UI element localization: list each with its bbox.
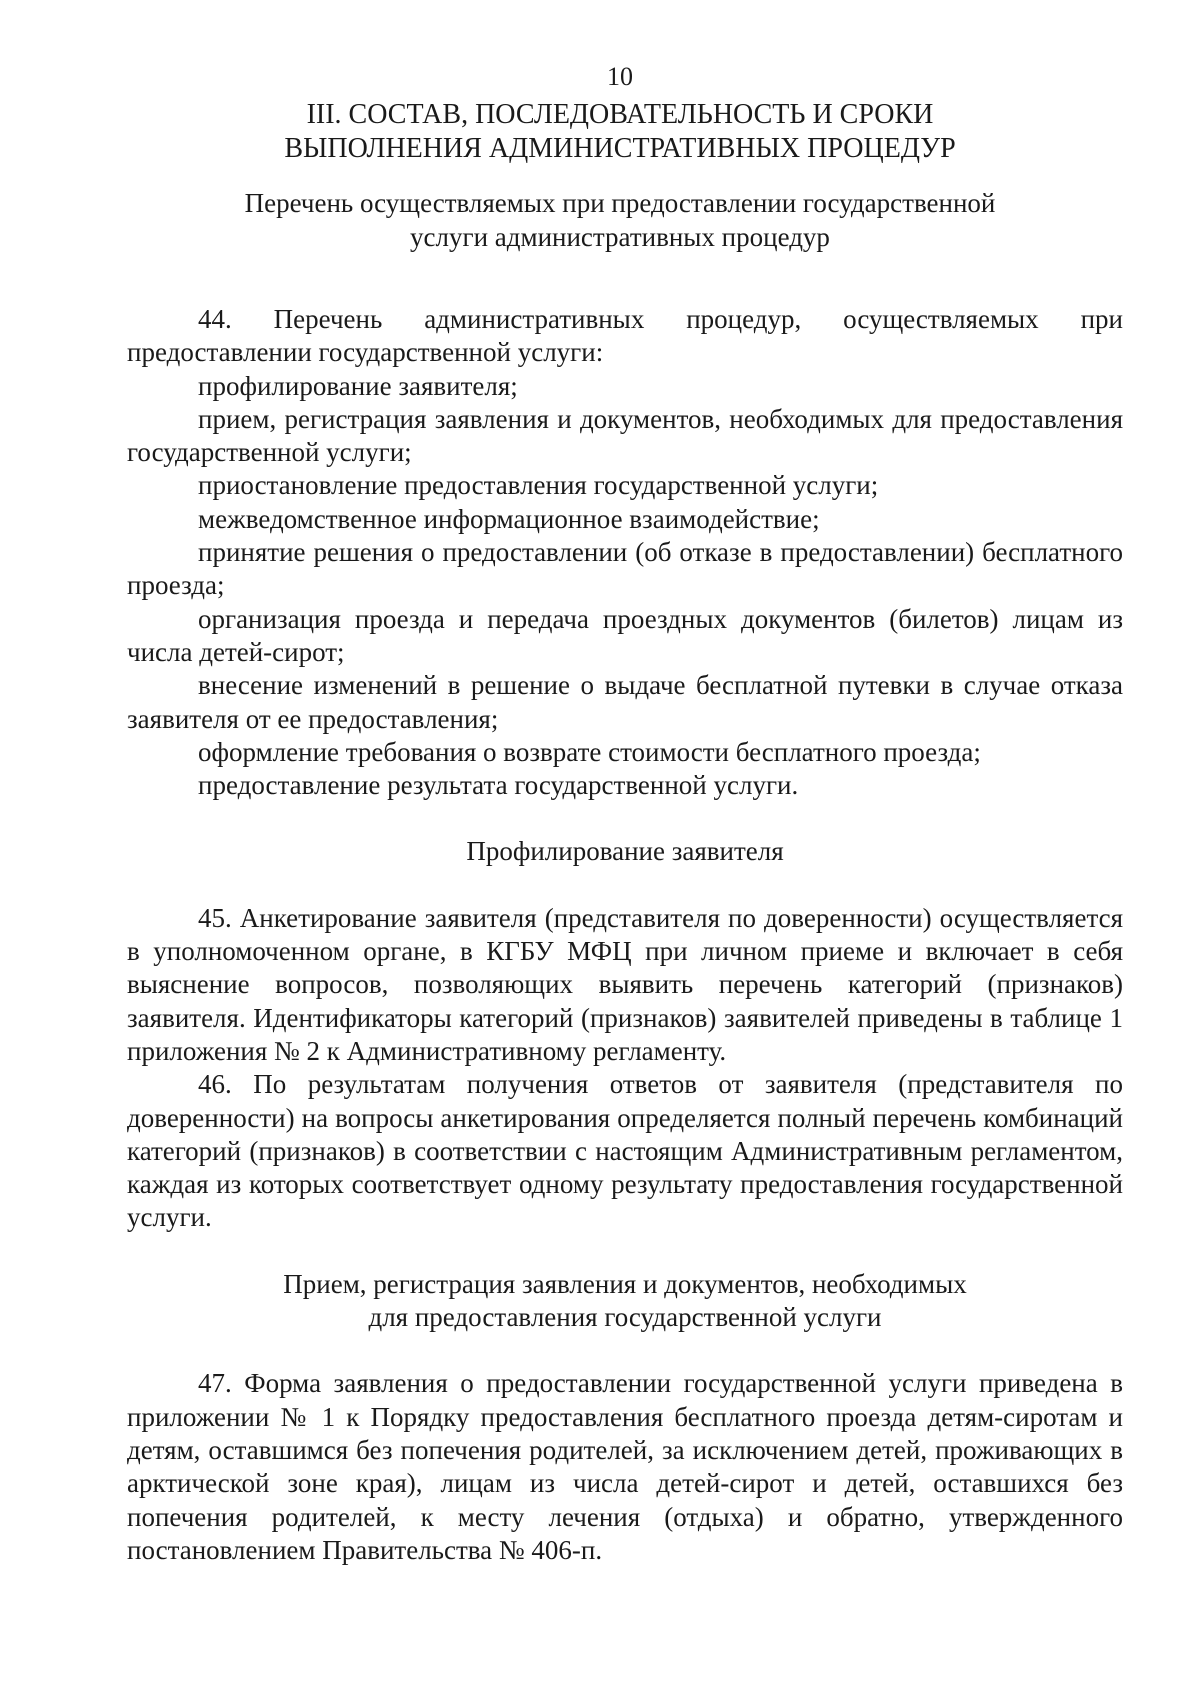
section-title-line-1: III. СОСТАВ, ПОСЛЕДОВАТЕЛЬНОСТЬ И СРОКИ (306, 99, 934, 130)
list-item: приостановление предоставления государственной услуги; (198, 470, 879, 501)
subheading-profiling: Профилирование заявителя (466, 836, 784, 867)
list-item: оформление требования о возврате стоимости бесплатного проезда; (198, 736, 981, 767)
list-item: профилирование заявителя; (198, 370, 518, 401)
paragraph-44: 44. Перечень административных процедур, осуществляемых при предоставлении государственной услуги: (127, 304, 1123, 368)
subheading-procedures-list-line-2: услуги административных процедур (410, 222, 830, 252)
list-item: внесение изменений в решение о выдаче бесплатной путевки в случае отказа заявителя от ее предоставления; (127, 670, 1123, 734)
list-item: прием, регистрация заявления и документов, необходимых для предоставления государственной услуги; (127, 403, 1123, 468)
document-body (127, 303, 1123, 1567)
list-item: организация проезда и передача проездных документов (билетов) лицам из числа детей-сирот; (127, 603, 1123, 667)
paragraph-46: 46. По результатам получения ответов от заявителя (представителя по доверенности) на вопросы анкетирования определяется полный перечень комбинаций категорий (признаков) в соответствии с настоящим Административным регламентом, каждая из которых соответствует одному результату предоставления государственной услуги. (127, 1069, 1123, 1233)
page-number: 10 (607, 62, 633, 91)
paragraph-47: 47. Форма заявления о предоставлении государственной услуги приведена в приложении № 1 к Порядку предоставления бесплатного проезда детям-сиротам и детям, оставшимся без попечения родителей, за исключением детей, проживающих в арктической зоне края), лицам из числа детей-сирот и детей, оставшихся без попечения родителей, к месту лечения (отдыха) и обратно, утвержденного постановлением Правительства № 406-п. (127, 1368, 1123, 1565)
list-item: межведомственное информационное взаимодействие; (198, 503, 820, 534)
list-item: принятие решения о предоставлении (об отказе в предоставлении) бесплатного проезда; (127, 537, 1123, 601)
section-title-line-2: ВЫПОЛНЕНИЯ АДМИНИСТРАТИВНЫХ ПРОЦЕДУР (284, 133, 956, 164)
paragraph-45: 45. Анкетирование заявителя (представителя по доверенности) осуществляется в уполномоченном органе, в КГБУ МФЦ при личном приеме и включает в себя выяснение вопросов, позволяющих выявить перечень категорий (признаков) заявителя. Идентификаторы категорий (признаков) заявителей приведены в таблице 1 приложения № 2 к Административному регламенту. (127, 902, 1123, 1066)
subheading-reception-line-1: Прием, регистрация заявления и документов, необходимых (283, 1268, 967, 1299)
subheading-reception-line-2: для предоставления государственной услуги (368, 1302, 882, 1333)
subheading-procedures-list-line-1: Перечень осуществляемых при предоставлении государственной (244, 188, 996, 218)
list-item: предоставление результата государственной услуги. (198, 770, 799, 801)
